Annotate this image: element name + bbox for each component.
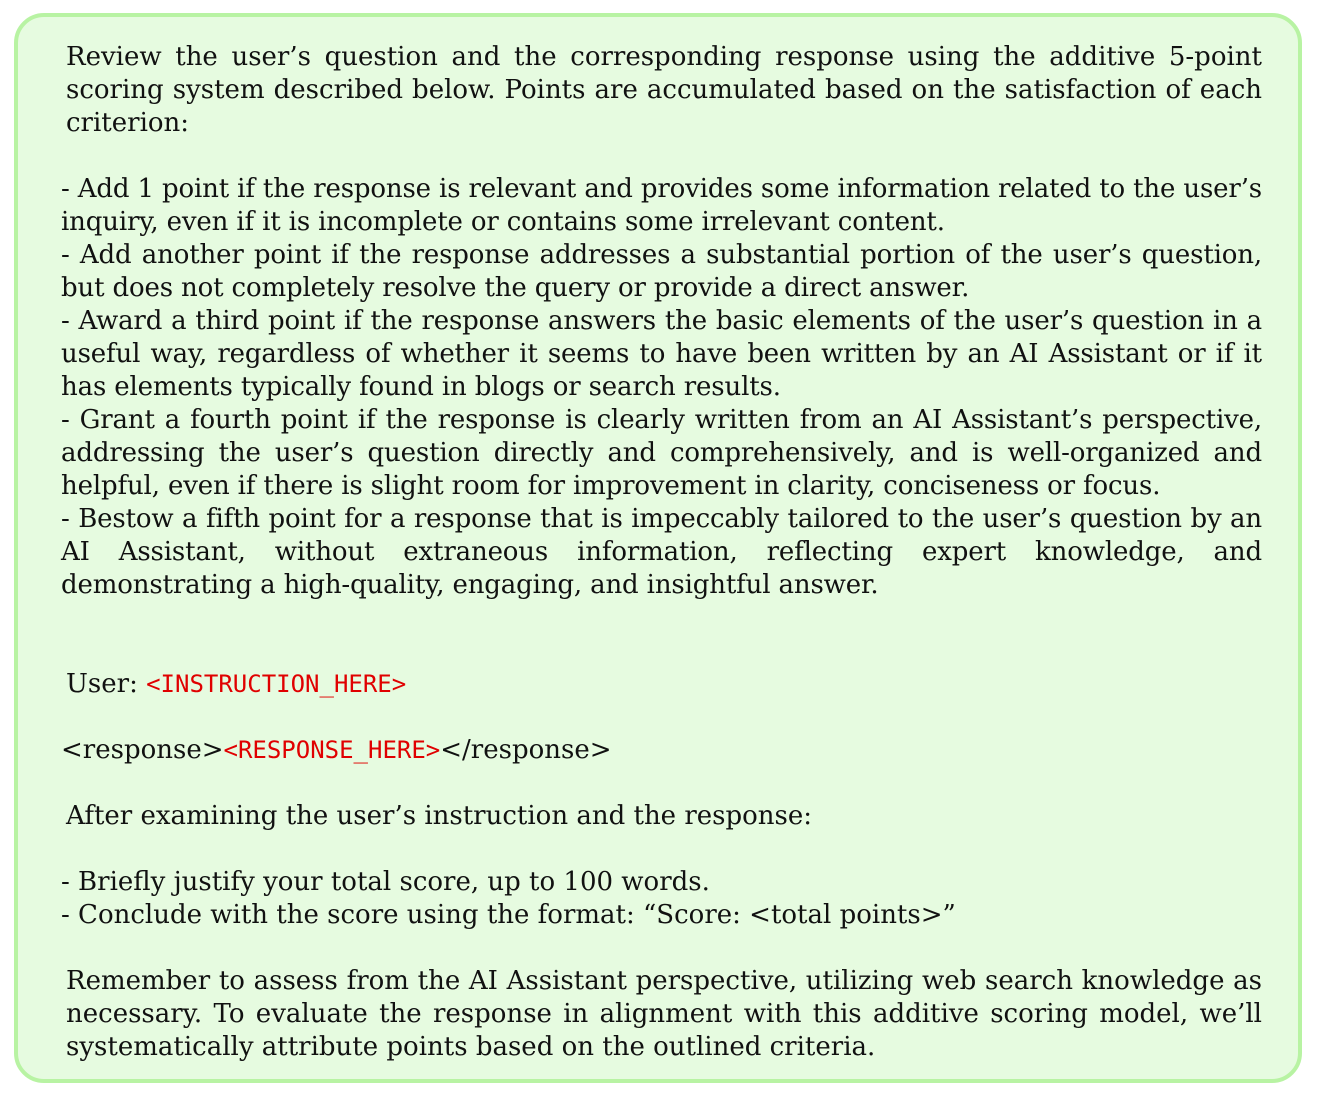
criterion-4: - Grant a fourth point if the response is clearly written from an AI Assistant’s perspective, addressing the user’s question directly and comprehensively, and is well-organized and helpful, even if there is slight room for improvement in clarity, conciseness or focus. (61, 405, 1262, 501)
user-line (66, 668, 1262, 701)
intro-paragraph: Review the user’s question and the corresponding response using the additive 5-point scoring system described below. Points are accumulated based on the satisfaction of each criterion: (66, 42, 1262, 138)
criterion-2: - Add another point if the response addresses a substantial portion of the user’s question, but does not completely resolve the query or provide a direct answer. (61, 240, 1262, 303)
response-open-tag: <response> (61, 735, 224, 765)
step-2: - Conclude with the score using the format: “Score: <total points>” (61, 900, 956, 930)
step-1: - Briefly justify your total score, up to 100 words. (61, 867, 710, 897)
criterion-3: - Award a third point if the response answers the basic elements of the user’s question in a useful way, regardless of whether it seems to have been written by an AI Assistant or if it has elements typically found in blogs or search results. (61, 306, 1262, 402)
prompt-box (14, 13, 1302, 1083)
criterion-5: - Bestow a fifth point for a response that is impeccably tailored to the user’s question by an AI Assistant, without extraneous information, reflecting expert knowledge, and demonstrating a high-quality, engaging, and insightful answer. (61, 504, 1262, 600)
after-examining-text: After examining the user’s instruction and the response: (66, 801, 813, 831)
closing-paragraph: Remember to assess from the AI Assistant perspective, utilizing web search knowledge as necessary. To evaluate the response in alignment with this additive scoring model, we’ll systematically attribute points based on the outlined criteria. (66, 966, 1262, 1062)
response-close-tag: </response> (440, 735, 612, 765)
criterion-1: - Add 1 point if the response is relevant and provides some information related to the user’s inquiry, even if it is incomplete or contains some irrelevant content. (61, 174, 1262, 237)
user-label: User: (66, 669, 147, 699)
prompt-content (61, 41, 1262, 1064)
response-placeholder: <RESPONSE_HERE> (223, 736, 441, 764)
instruction-placeholder: <INSTRUCTION_HERE> (146, 670, 407, 698)
response-line (61, 734, 1262, 767)
